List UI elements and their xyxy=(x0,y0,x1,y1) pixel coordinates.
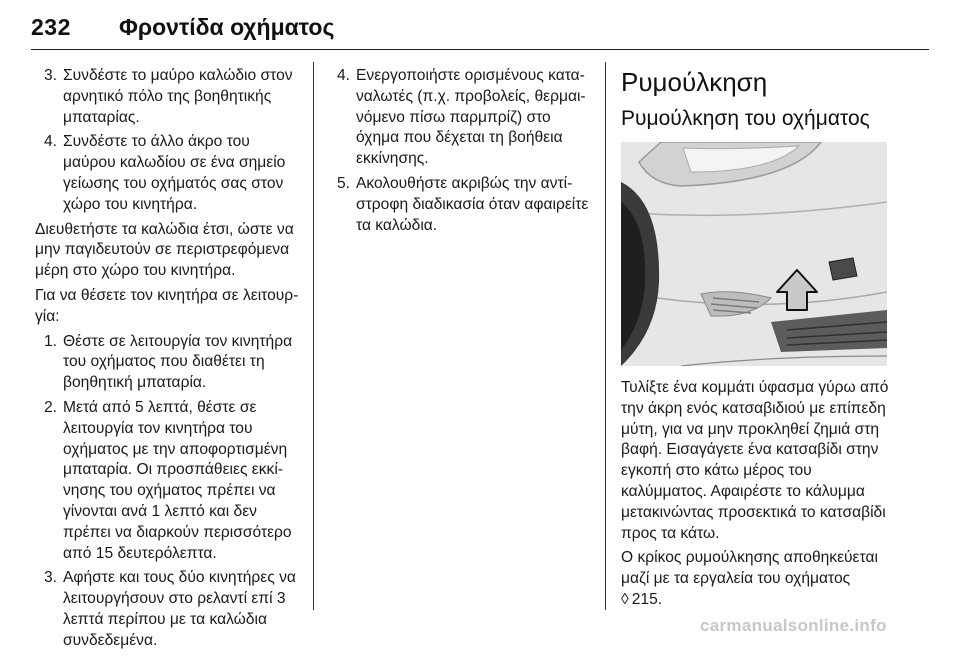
list-item xyxy=(35,332,299,394)
paragraph: Τυλίξτε ένα κομμάτι ύφασμα γύρω από την άκρη ενός κατσαβιδιού με επίπεδη μύτη, για να μην προκληθεί ζημιά στη βαφή. Εισαγάγετε ένα κατσαβίδι στην εγκοπή στο κάτω μέρος του καλύμματος. Αφαιρέστε το κάλυμμα μετακινώντας προσεκτικά το κατσαβίδι προς τα κάτω. xyxy=(621,379,889,542)
column-divider-1 xyxy=(313,62,314,610)
list-number: 2. xyxy=(43,398,57,416)
header-divider xyxy=(31,49,929,50)
paragraph xyxy=(621,548,899,610)
list-item xyxy=(35,132,299,215)
list-number: 4. xyxy=(43,133,57,151)
cross-reference-page[interactable]: 215. xyxy=(631,590,663,608)
list-text: Ενεργοποιήστε ορισμένους κατα‐ναλωτές (π.χ. προβολείς, θερμαι‐νόμενο πίσω παρμπρίζ) στο όχημα που δέχεται τη βοήθεια εκκίνησης. xyxy=(356,67,586,168)
towing-cover-illustration xyxy=(621,142,887,366)
column-divider-2 xyxy=(605,62,606,610)
paragraph: Διευθετήστε τα καλώδια έτσι, ώστε να μην παγιδευτούν σε περιστρεφόμενα μέρη στο χώρο του κινητήρα. xyxy=(35,220,294,280)
list-text: Θέστε σε λειτουργία τον κινητήρα του οχήματος που διαθέτει τη βοηθητική μπαταρία. xyxy=(63,332,293,392)
watermark: carmanualsonline.info xyxy=(700,616,887,635)
cross-reference-icon: ◊ xyxy=(621,590,629,608)
list-item xyxy=(35,398,299,564)
list-text: Ακολουθήστε ακριβώς την αντί‐στροφη διαδικασία όταν αφαιρείτε τα καλώδια. xyxy=(356,174,589,234)
list-text: Συνδέστε το άλλο άκρο του μαύρου καλωδίου σε ένα σημείο γείωσης του οχήματός σας στον χώρο του κινητήρα. xyxy=(63,133,286,213)
paragraph: Για να θέσετε τον κινητήρα σε λειτουρ‐γία: xyxy=(35,286,299,325)
paragraph-text: Ο κρίκος ρυμούλκησης αποθηκεύεται μαζί με τα εργαλεία του οχήματος xyxy=(621,549,878,588)
column-3 xyxy=(621,66,899,615)
page-header xyxy=(31,14,931,54)
list-item xyxy=(328,174,594,236)
page-title: Φροντίδα οχήματος xyxy=(119,14,335,40)
list-number: 3. xyxy=(43,569,57,587)
list-number: 3. xyxy=(43,67,57,84)
column-2 xyxy=(328,66,594,240)
list-item xyxy=(35,568,299,651)
column-1 xyxy=(35,66,299,656)
list-text: Μετά από 5 λεπτά, θέστε σε λειτουργία τον κινητήρα του οχήματος με την αποφορτισμένη μπαταρία. Οι προσπάθειες εκκί‐νησης του οχήματος πρέπει να γίνονται ανά 1 λεπτό και δεν πρέπει να διαρκούν περισσότερο από 15 δευτερόλεπτα. xyxy=(63,398,292,562)
list-item xyxy=(35,66,299,128)
list-number: 5. xyxy=(336,174,350,192)
list-number: 1. xyxy=(43,332,57,350)
page-number: 232 xyxy=(31,14,71,40)
list-text: Αφήστε και τους δύο κινητήρες να λειτουργήσουν στο ρελαντί επί 3 λεπτά περίπου με τα καλώδια συνδεδεμένα. xyxy=(63,569,296,649)
list-text: Συνδέστε το μαύρο καλώδιο στον αρνητικό πόλο της βοηθητικής μπαταρίας. xyxy=(63,67,293,126)
list-number: 4. xyxy=(336,67,350,84)
subsection-title: Ρυμούλκηση του οχήματος xyxy=(621,107,870,130)
list-item xyxy=(328,66,594,170)
section-title: Ρυμούλκηση xyxy=(621,67,768,97)
